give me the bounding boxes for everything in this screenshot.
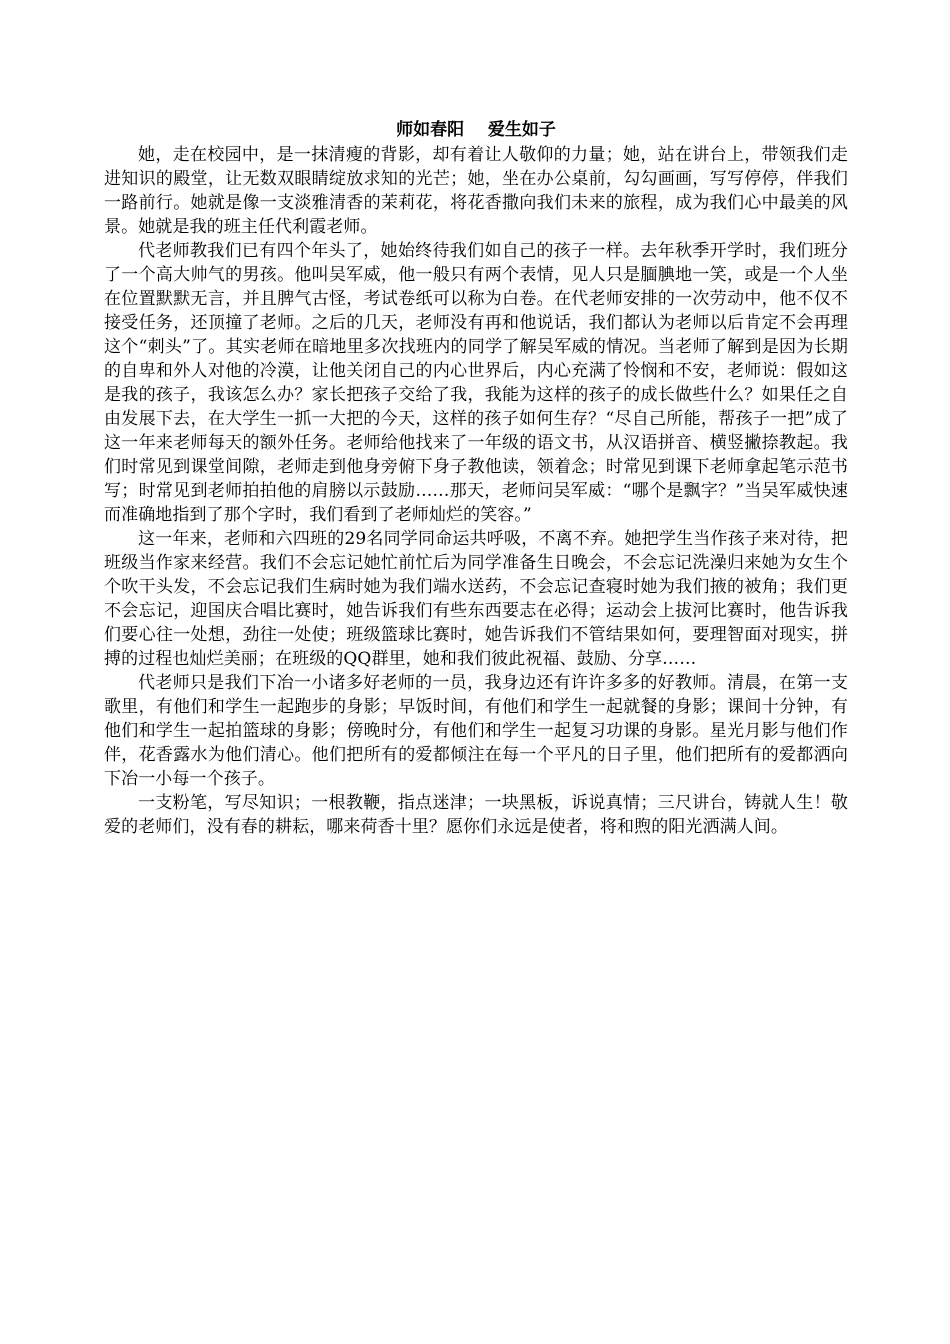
paragraph-5: 一支粉笔，写尽知识；一根教鞭，指点迷津；一块黑板，诉说真情；三尺讲台，铸就人生！敬爱的老师们，没有春的耕耘，哪来荷香十里？愿你们永远是使者，将和煦的阳光洒满人间。 bbox=[104, 793, 848, 837]
paragraph-2: 代老师教我们已有四个年头了，她始终待我们如自己的孩子一样。去年秋季开学时，我们班分了一个高大帅气的男孩。他叫吴军威，他一般只有两个表情，见人只是腼腆地一笑，或是一个人坐在位置默默无言，并且脾气古怪，考试卷纸可以称为白卷。在代老师安排的一次劳动中，他不仅不接受任务，还顶撞了老师。之后的几天，老师没有再和他说话，我们都认为老师以后肯定不会再理这个“刺头”了。其实老师在暗地里多次找班内的同学了解吴军威的情况。当老师了解到是因为长期的自卑和外人对他的冷漠，让他关闭自己的内心世界后，内心充满了怜悯和不安，老师说：假如这是我的孩子，我该怎么办？家长把孩子交给了我，我能为这样的孩子的成长做些什么？如果任之自由发展下去，在大学生一抓一大把的今天，这样的孩子如何生存？“尽自己所能，帮孩子一把”成了这一年来老师每天的额外任务。老师给他找来了一年级的语文书，从汉语拼音、横竖撇捺教起。我们时常见到课堂间隙，老师走到他身旁俯下身子教他读，领着念；时常见到课下老师拿起笔示范书写；时常见到老师拍拍他的肩膀以示鼓励……那天，老师问吴军威：“哪个是飘字？”当吴军威快速而准确地指到了那个字时，我们看到了老师灿烂的笑容。” bbox=[104, 241, 848, 525]
paragraph-1: 她，走在校园中，是一抹清瘦的背影，却有着让人敬仰的力量；她，站在讲台上，带领我们走进知识的殿堂，让无数双眼睛绽放求知的光芒；她，坐在办公桌前，勾勾画画，写写停停，伴我们一路前行。她就是像一支淡雅清香的茉莉花，将花香撒向我们未来的旅程，成为我们心中最美的风景。她就是我的班主任代利霞老师。 bbox=[104, 145, 848, 237]
document-page bbox=[104, 118, 848, 839]
paragraph-4: 代老师只是我们下冶一小诸多好老师的一员，我身边还有许许多多的好教师。清晨，在第一支歌里，有他们和学生一起跑步的身影；早饭时间，有他们和学生一起就餐的身影；课间十分钟，有他们和学生一起拍篮球的身影；傍晚时分，有他们和学生一起复习功课的身影。星光月影与他们作伴，花香露水为他们清心。他们把所有的爱都倾注在每一个平凡的日子里，他们把所有的爱都洒向下冶一小每一个孩子。 bbox=[104, 673, 848, 789]
paragraph-3: 这一年来，老师和六四班的29名同学同命运共呼吸，不离不弃。她把学生当作孩子来对待，把班级当作家来经营。我们不会忘记她忙前忙后为同学准备生日晚会，不会忘记洗澡归来她为女生个个吹干头发，不会忘记我们生病时她为我们端水送药，不会忘记查寝时她为我们掖的被角；我们更不会忘记，迎国庆合唱比赛时，她告诉我们有些东西要志在必得；运动会上拔河比赛时，他告诉我们要心往一处想，劲往一处使；班级篮球比赛时，她告诉我们不管结果如何，要理智面对现实，拼搏的过程也灿烂美丽；在班级的QQ群里，她和我们彼此祝福、鼓励、分享…… bbox=[104, 529, 848, 669]
document-title: 师如春阳 爱生如子 bbox=[396, 120, 556, 140]
